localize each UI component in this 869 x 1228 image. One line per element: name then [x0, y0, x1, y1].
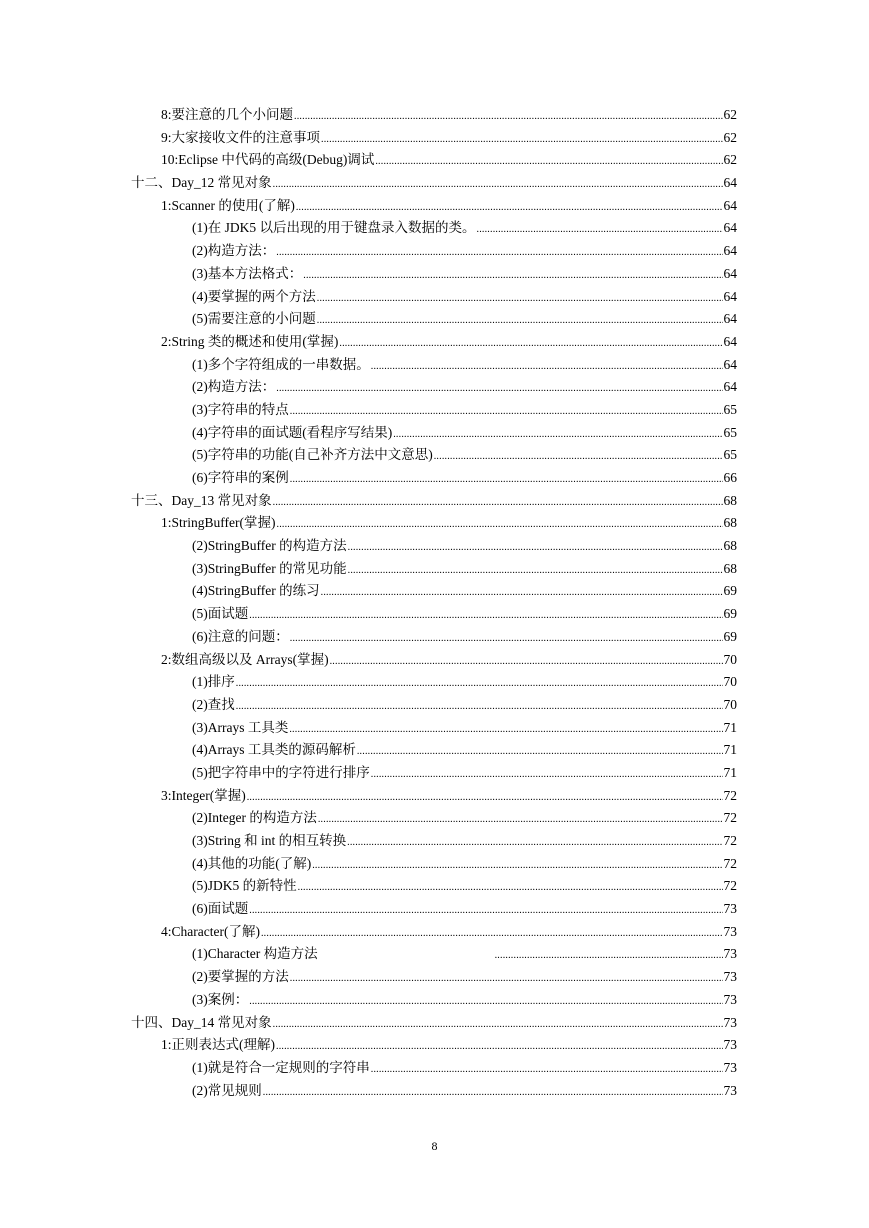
toc-entry[interactable] — [192, 762, 737, 785]
toc-entry-title: (4)字符串的面试题(看程序写结果) — [192, 424, 393, 440]
toc-entry[interactable] — [161, 127, 737, 150]
toc-entry-title: (5)JDK5 的新特性 — [192, 878, 297, 894]
dot-leader — [357, 741, 723, 764]
toc-entry-page: 72 — [723, 833, 737, 848]
toc-entry-page: 71 — [723, 742, 737, 758]
dot-leader — [290, 469, 723, 492]
toc-entry[interactable] — [192, 626, 737, 649]
toc-entry[interactable] — [161, 149, 737, 172]
toc-entry-page: 64 — [723, 243, 737, 259]
dot-leader — [296, 197, 723, 220]
dot-leader — [290, 628, 723, 651]
dot-leader — [317, 288, 723, 311]
dot-leader — [375, 151, 722, 174]
toc-entry[interactable] — [161, 785, 737, 808]
dot-leader — [236, 673, 723, 696]
toc-entry-title: (3)案例： — [192, 991, 249, 1007]
toc-entry-title: (6)字符串的案例 — [192, 470, 289, 485]
toc-entry[interactable] — [192, 943, 737, 966]
toc-entry[interactable] — [161, 512, 737, 535]
toc-entry-title: (4)要掌握的两个方法 — [192, 288, 316, 304]
toc-entry-title: (3)StringBuffer 的常见功能 — [192, 560, 347, 576]
toc-entry-page: 70 — [723, 651, 737, 667]
dot-leader — [348, 537, 723, 560]
toc-entry-page: 73 — [723, 946, 737, 962]
toc-entry[interactable] — [161, 1034, 737, 1057]
toc-entry-page: 73 — [723, 991, 737, 1007]
toc-entry-title: 1:StringBuffer(掌握) — [161, 515, 276, 531]
toc-entry-page: 66 — [723, 470, 737, 485]
toc-entry-page: 73 — [723, 901, 737, 917]
dot-leader — [317, 310, 723, 333]
dot-leader — [330, 651, 723, 674]
toc-entry[interactable] — [131, 490, 737, 513]
toc-entry[interactable] — [192, 671, 737, 694]
toc-entry[interactable] — [192, 354, 737, 377]
dot-leader — [321, 582, 723, 605]
toc-entry-page: 62 — [723, 152, 737, 168]
toc-entry-page: 73 — [723, 1082, 737, 1098]
toc-entry-title: (4)其他的功能(了解) — [192, 855, 312, 871]
dot-leader — [249, 900, 722, 923]
toc-entry-page: 64 — [723, 379, 737, 395]
toc-entry-title: 3:Integer(掌握) — [161, 787, 246, 803]
dot-leader — [277, 514, 723, 537]
toc-entry[interactable] — [192, 694, 737, 717]
toc-entry[interactable] — [192, 1080, 737, 1103]
dot-leader — [290, 401, 723, 424]
toc-entry-page: 68 — [723, 492, 737, 508]
page-number: 8 — [431, 1139, 438, 1153]
dot-leader — [495, 945, 723, 968]
toc-entry-page: 68 — [723, 560, 737, 576]
toc-entry[interactable] — [192, 535, 737, 558]
dot-leader — [276, 378, 722, 401]
toc-entry[interactable] — [192, 966, 737, 989]
toc-entry-page: 64 — [723, 220, 737, 236]
toc-entry-title: (2)构造方法： — [192, 243, 276, 259]
dot-leader — [294, 106, 722, 129]
toc-entry-page: 69 — [723, 606, 737, 622]
toc-entry[interactable] — [192, 399, 737, 422]
toc-entry[interactable] — [192, 1057, 737, 1080]
toc-entry[interactable] — [192, 580, 737, 603]
toc-entry-title: (5)把字符串中的字符进行排序 — [192, 764, 370, 780]
toc-entry-page: 68 — [723, 538, 737, 554]
toc-entry-page: 72 — [723, 878, 737, 894]
toc-entry-title: (2)Integer 的构造方法 — [192, 810, 317, 826]
toc-entry[interactable] — [161, 649, 737, 672]
dot-leader — [339, 333, 722, 356]
toc-entry-title: (3)基本方法格式： — [192, 265, 303, 281]
toc-entry-title: 1:正则表达式(理解) — [161, 1037, 275, 1053]
toc-entry[interactable] — [192, 717, 737, 740]
toc-entry-title: (3)字符串的特点 — [192, 401, 289, 417]
dot-leader — [371, 764, 723, 787]
toc-entry-page: 69 — [723, 583, 737, 599]
toc-entry-page: 73 — [723, 1037, 737, 1053]
toc-entry-title: (2)StringBuffer 的构造方法 — [192, 538, 347, 554]
toc-entry-title: (2)常见规则 — [192, 1082, 262, 1098]
toc-entry-page: 62 — [723, 129, 737, 145]
toc-entry-title: 4:Character(了解) — [161, 923, 260, 939]
dot-leader — [236, 696, 723, 719]
dot-leader — [371, 356, 723, 379]
toc-entry[interactable] — [192, 898, 737, 921]
toc-entry-page: 64 — [723, 175, 737, 191]
toc-entry[interactable] — [161, 331, 737, 354]
dot-leader — [261, 923, 723, 946]
toc-entry[interactable] — [192, 376, 737, 399]
toc-entry-title: (4)StringBuffer 的练习 — [192, 583, 320, 599]
toc-entry[interactable] — [192, 989, 737, 1012]
toc-entry-page: 72 — [723, 810, 737, 826]
toc-entry[interactable] — [192, 558, 737, 581]
toc-entry[interactable] — [192, 444, 737, 467]
toc-entry[interactable] — [161, 921, 737, 944]
toc-entry[interactable] — [131, 1012, 737, 1035]
toc-entry-title: (4)Arrays 工具类的源码解析 — [192, 742, 356, 758]
dot-leader — [312, 855, 722, 878]
toc-entry[interactable] — [192, 422, 737, 445]
toc-entry-title: (6)注意的问题： — [192, 628, 289, 644]
toc-entry-title: (5)面试题 — [192, 606, 249, 622]
dot-leader — [303, 265, 722, 288]
toc-entry[interactable] — [192, 308, 737, 331]
dot-leader — [273, 492, 723, 515]
toc-entry[interactable] — [192, 603, 737, 626]
dot-leader — [347, 832, 722, 855]
toc-entry[interactable] — [131, 172, 737, 195]
toc-entry-title: (1)Character 构造方法 — [192, 946, 318, 962]
toc-entry-title: (1)在 JDK5 以后出现的用于键盘录入数据的类。 — [192, 220, 476, 236]
toc-entry[interactable] — [192, 830, 737, 853]
toc-entry-title: 8:要注意的几个小问题 — [161, 107, 294, 122]
toc-entry[interactable] — [192, 807, 737, 830]
toc-entry-page: 64 — [723, 333, 737, 349]
dot-leader — [290, 968, 723, 991]
dot-leader — [249, 991, 722, 1014]
toc-entry-title: (2)查找 — [192, 696, 235, 712]
toc-entry-page: 69 — [723, 628, 737, 644]
toc-entry[interactable] — [192, 739, 737, 762]
toc-entry[interactable] — [192, 217, 737, 240]
toc-entry-page: 64 — [723, 197, 737, 213]
dot-leader — [348, 560, 723, 583]
toc-entry-title: (1)排序 — [192, 674, 235, 690]
toc-entry-page: 72 — [723, 855, 737, 871]
table-of-contents — [0, 104, 869, 1102]
toc-entry-title: (5)字符串的功能(自己补齐方法中文意思) — [192, 447, 433, 463]
toc-entry-page: 73 — [723, 969, 737, 985]
toc-entry-title: 2:String 类的概述和使用(掌握) — [161, 333, 339, 349]
toc-entry-page: 72 — [723, 787, 737, 803]
toc-entry-title: (2)要掌握的方法 — [192, 969, 289, 985]
toc-entry-page: 65 — [723, 424, 737, 440]
dot-leader — [273, 174, 723, 197]
dot-leader — [371, 1059, 723, 1082]
toc-entry-page: 71 — [723, 764, 737, 780]
dot-leader — [298, 877, 723, 900]
toc-entry-page: 64 — [723, 265, 737, 281]
toc-entry-title: (1)就是符合一定规则的字符串 — [192, 1059, 370, 1075]
dot-leader — [276, 1036, 723, 1059]
dot-leader — [321, 129, 722, 152]
toc-entry-title: (1)多个字符组成的一串数据。 — [192, 356, 370, 372]
toc-entry-title: 10:Eclipse 中代码的高级(Debug)调试 — [161, 152, 375, 168]
toc-entry[interactable] — [192, 875, 737, 898]
toc-entry-title: (6)面试题 — [192, 901, 249, 917]
toc-entry-page: 68 — [723, 515, 737, 531]
toc-entry-title: 2:数组高级以及 Arrays(掌握) — [161, 651, 329, 667]
dot-leader — [434, 446, 723, 469]
toc-entry-page: 65 — [723, 401, 737, 417]
dot-leader — [477, 219, 723, 242]
toc-entry-page: 70 — [723, 696, 737, 712]
dot-leader — [318, 809, 723, 832]
toc-entry-page: 64 — [723, 311, 737, 327]
toc-entry-page: 65 — [723, 447, 737, 463]
toc-entry-title: 十三、Day_13 常见对象 — [131, 492, 272, 508]
dot-leader — [263, 1082, 723, 1105]
toc-entry-page: 73 — [723, 1059, 737, 1075]
toc-entry-title: (3)Arrays 工具类 — [192, 719, 289, 735]
toc-entry[interactable] — [161, 104, 737, 127]
toc-entry-title: (2)构造方法： — [192, 379, 276, 395]
toc-entry[interactable] — [192, 853, 737, 876]
toc-entry-title: (5)需要注意的小问题 — [192, 311, 316, 327]
toc-entry-page: 64 — [723, 288, 737, 304]
toc-entry-title: 9:大家接收文件的注意事项 — [161, 129, 321, 145]
toc-entry-title: 十二、Day_12 常见对象 — [131, 175, 272, 191]
toc-entry[interactable] — [192, 467, 737, 490]
toc-entry-title: (3)String 和 int 的相互转换 — [192, 833, 347, 848]
toc-entry-title: 十四、Day_14 常见对象 — [131, 1014, 272, 1030]
dot-leader — [247, 787, 723, 810]
toc-entry-page: 73 — [723, 1014, 737, 1030]
toc-entry-page: 64 — [723, 356, 737, 372]
dot-leader — [393, 424, 722, 447]
toc-entry[interactable] — [192, 240, 737, 263]
dot-leader — [273, 1014, 723, 1037]
toc-entry-title: 1:Scanner 的使用(了解) — [161, 197, 295, 213]
toc-entry[interactable] — [192, 286, 737, 309]
toc-entry-page: 73 — [723, 923, 737, 939]
toc-entry-page: 71 — [723, 719, 737, 735]
dot-leader — [289, 719, 722, 742]
dot-leader — [249, 605, 722, 628]
toc-entry[interactable] — [192, 263, 737, 286]
dot-leader — [276, 242, 722, 265]
toc-entry[interactable] — [161, 195, 737, 218]
toc-entry-page: 62 — [723, 107, 737, 122]
toc-entry-page: 70 — [723, 674, 737, 690]
